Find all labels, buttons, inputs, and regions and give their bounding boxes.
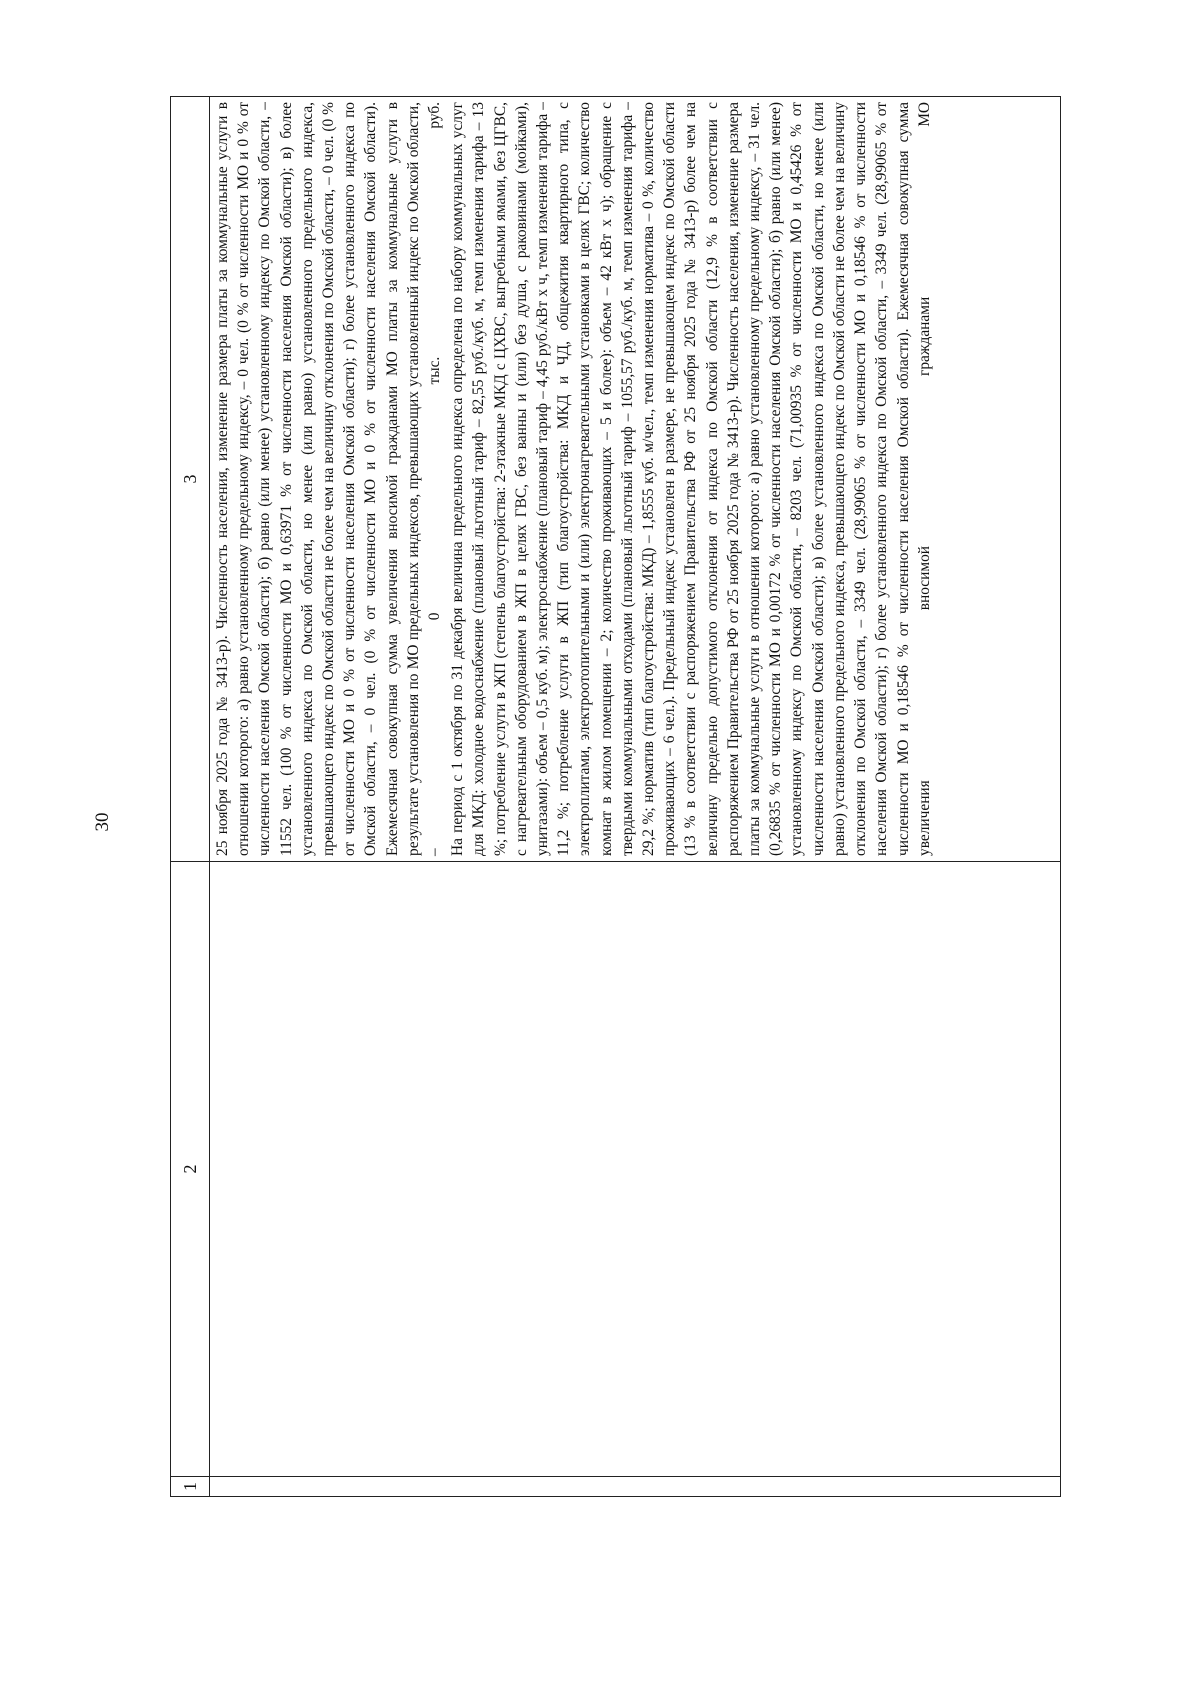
- paragraph-text: 25 ноября 2025 года № 3413-р). Численность населения, изменение размера платы за коммунальные услуги в отношении которого: а) равно установленному предельному индексу, – 0 чел. (0 % от численности МО и 0 % от численности населения Омской области); б) равно (или менее) установленному индексу по Омской области, – 11552 чел. (100 % от численности МО и 0,63971 % от численности населения Омской области); в) более установленного индекса по Омской области, но менее (или равно) установленного предельного индекса, превышающего индекс по Омской области не более чем на величину отклонения по Омской области, – 0 чел. (0 % от численности МО и 0 % от численности населения Омской области); г) более установленного индекса по Омской области, – 0 чел. (0 % от численности МО и 0 % от численности населения Омской области). Ежемесячная совокупная сумма увеличения вносимой гражданами МО платы за коммунальные услуги в результате установления по МО предельных индексов, превышающих установленный индекс по Омской области, – 0 тыс. руб.: [214, 102, 444, 856]
- header-cell-2: 2: [171, 862, 210, 1477]
- paragraph-population-stats: [210, 97, 445, 861]
- header-cell-1: 1: [171, 1477, 210, 1497]
- cell-column-3: [210, 97, 1061, 862]
- page-number: 30: [92, 812, 113, 832]
- table-header-row: [171, 97, 210, 1497]
- regulation-table: [170, 96, 1061, 1497]
- cell-column-1: [210, 1477, 1061, 1497]
- header-cell-3: 3: [171, 97, 210, 862]
- cell-column-2: [210, 862, 1061, 1477]
- paragraph-price-index: [445, 97, 935, 861]
- table-row: [210, 97, 1061, 1497]
- paragraph-text: На период с 1 октября по 31 декабря величина предельного индекса определена по набору коммунальных услуг для МКД: холодное водоснабжение (плановый льготный тариф – 82,55 руб./куб. м, темп изменения тарифа – 13 %; потребление услуги в ЖП (степень благоустройства: 2-этажные МКД с ЦХВС, выгребными ямами, без ЦГВС, с нагревательным оборудованием в ЖП в целях ГВС, без ванны и (или) без душа, с раковинами (мойками), унитазами): объем – 0,5 куб. м); электроснабжение (плановый тариф – 4,45 руб./кВт х ч, темп изменения тарифа – 11,2 %; потребление услуги в ЖП (тип благоустройства: МКД и ЧД, общежития квартирного типа, с электроплитами, электроотопительными и (или) электронагревательными установками в целях ГВС; количество комнат в жилом помещении – 2; количество проживающих – 5 и более): объем – 42 кВт х ч); обращение с твердыми коммунальными отходами (плановый льготный тариф – 1055,57 руб./куб. м, темп изменения тарифа – 29,2 %; норматив (тип благоустройства: МКД) – 1,8555 куб. м/чел., темп изменения норматива – 0 %, количество проживающих – 6 чел.). Предельный индекс установлен в размере, не превышающем индекс по Омской области (13 % в соответствии с распоряжением Правительства РФ от 25 ноября 2025 года № 3413-р) более чем на величину предельно допустимого отклонения от индекса по Омской области (12,9 % в соответствии с распоряжением Правительства РФ от 25 ноября 2025 года № 3413-р). Численность населения, изменение размера платы за коммунальные услуги в отношении которого: а) равно установленному предельному индексу, – 31 чел. (0,26835 % от численности МО и 0,00172 % от численности населения Омской области); б) равно (или менее) установленному индексу по Омской области, – 8203 чел. (71,00935 % от численности МО и 0,45426 % от численности населения Омской области); в) более установленного индекса по Омской области, но менее (или равно) установленного предельного индекса, превышающего индекс по Омской области не более чем на величину отклонения по Омской области, – 3349 чел. (28,99065 % от численности МО и 0,18546 % от численности населения Омской области); г) более установленного индекса по Омской области, – 3349 чел. (28,99065 % от численности МО и 0,18546 % от численности населения Омской области). Ежемесячная совокупная сумма увеличения вносимой гражданами МО: [449, 102, 933, 856]
